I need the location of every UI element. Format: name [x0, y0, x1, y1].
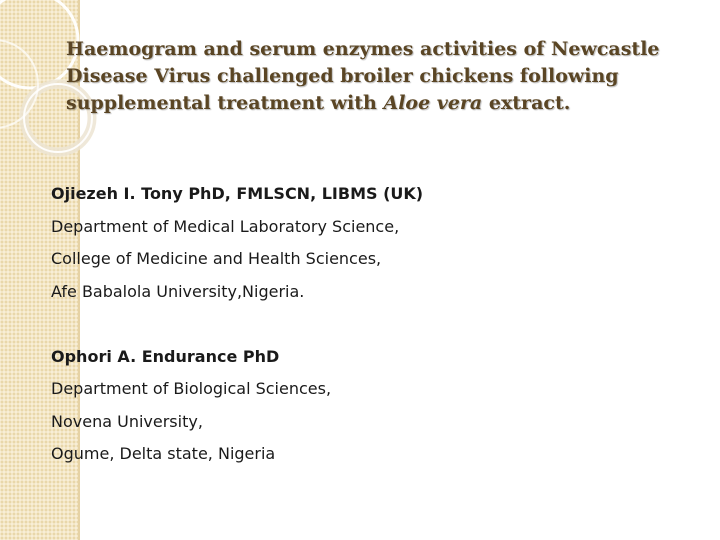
author1-institution: Afe Babalola University,Nigeria. [51, 281, 305, 301]
author2-location: Ogume, Delta state, Nigeria [51, 444, 276, 463]
spacer [51, 308, 691, 341]
author2-name: Ophori A. Endurance PhD [51, 346, 280, 366]
title-italic-species: Aloe vera [383, 92, 483, 114]
author1-college: College of Medicine and Health Sciences, [51, 249, 382, 268]
author-affiliations [51, 178, 691, 471]
title-text-end: extract. [482, 92, 571, 114]
author1-department: Department of Medical Laboratory Science, [51, 216, 400, 236]
author1-name: Ojiezeh I. Tony PhD, FMLSCN, LIBMS (UK) [51, 184, 424, 203]
author2-institution: Novena University, [51, 411, 203, 431]
title-text: Haemogram and serum enzymes activities of Newcastle Disease Virus challenged broiler chickens following supplemental treatment with [66, 38, 660, 114]
author2-department: Department of Biological Sciences, [51, 379, 332, 398]
slide-title [66, 36, 686, 117]
